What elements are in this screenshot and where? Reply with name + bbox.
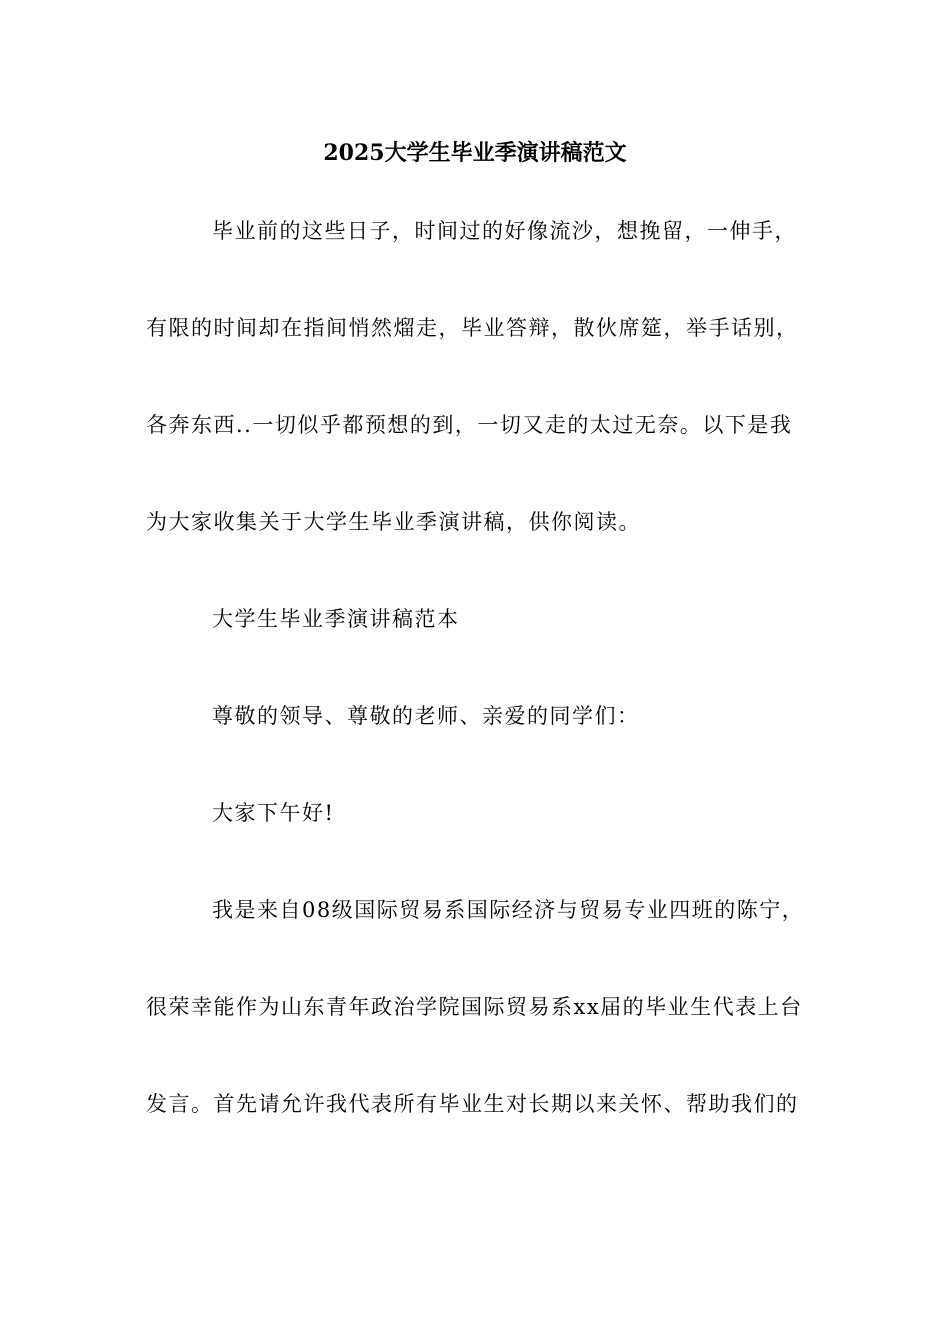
paragraph-line: 我是来自08级国际贸易系国际经济与贸易专业四班的陈宁， [212,898,805,922]
paragraph-line: 很荣幸能作为山东青年政治学院国际贸易系xx届的毕业生代表上台 [146,995,803,1019]
paragraph-line: 各奔东西..一切似乎都预想的到，一切又走的太过无奈。以下是我 [146,413,793,437]
document-title: 2025大学生毕业季演讲稿范文 [323,140,627,166]
paragraph-line: 为大家收集关于大学生毕业季演讲稿，供你阅读。 [146,510,641,534]
paragraph-line: 毕业前的这些日子，时间过的好像流沙，想挽留，一伸手， [212,219,797,243]
paragraph-line: 有限的时间却在指间悄然熘走，毕业答辩，散伙席筵，举手话别， [146,316,799,340]
paragraph-line: 发言。首先请允许我代表所有毕业生对长期以来关怀、帮助我们的 [146,1092,799,1116]
section-heading: 大学生毕业季演讲稿范本 [212,607,460,631]
greeting: 大家下午好! [212,801,335,825]
salutation: 尊敬的领导、尊敬的老师、亲爱的同学们： [212,704,640,728]
